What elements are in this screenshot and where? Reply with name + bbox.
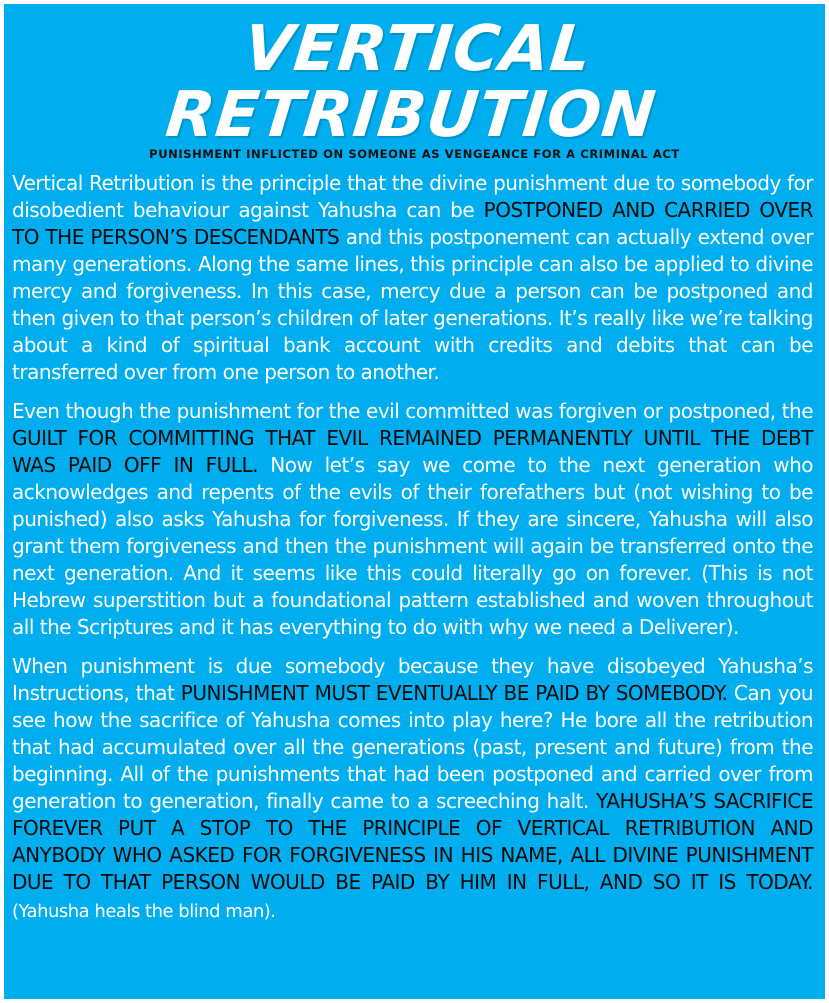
page-subtitle: PUNISHMENT INFLICTED ON SOMEONE AS VENGEANCE FOR A CRIMINAL ACT — [149, 147, 680, 161]
paragraph-3-emphasis-2: YAHUSHA’S SACRIFICE FOREVER PUT A STOP TO THE PRINCIPLE OF VERTICAL RETRIBUTION AND ANYBODY WHO ASKED FOR FORGIVENESS IN HIS NAME, ALL DIVINE PUNISHMENT DUE TO THAT PERSON WOULD BE PAID BY HIM IN FULL, AND SO IT IS TODAY. — [12, 789, 814, 894]
paragraph-3-text-2: Can you see how the sacrifice of Yahusha comes into play here? He bore all the retribution that had accumulated over all the generations (past, present and future) from the beginning. All of the punishments that had been postponed and carried over from generation to generation, finally came to a screeching halt. — [12, 681, 813, 813]
paragraph-1-emphasis: POSTPONED AND CARRIED OVER TO THE PERSON’S DESCENDANTS — [12, 198, 813, 249]
paragraph-2-text-2: Now let’s say we come to the next generation who acknowledges and repents of the evils of their forefathers but (not wishing to be punished) also asks Yahusha for forgiveness. If they are sincere, Yahusha will also grant them forgiveness and then the punishment will again be transferred onto the next generation. And it seems like this could literally go on forever. (This is not Hebrew superstition but a foundational pattern established and woven throughout all the Scriptures and it has everything to do with why we need a Deliverer). — [12, 453, 813, 639]
paragraph-2-emphasis: GUILT FOR COMMITTING THAT EVIL REMAINED PERMANENTLY UNTIL THE DEBT WAS PAID OFF IN FULL. — [12, 426, 813, 477]
paragraph-1 — [12, 170, 813, 386]
paragraph-3-caption: (Yahusha heals the blind man). — [12, 901, 276, 922]
page-title: VERTICAL RETRIBUTION — [162, 12, 660, 151]
paragraph-3 — [12, 653, 813, 925]
paragraph-3-text-1: When punishment is due somebody because they have disobeyed Yahusha’s Instructions, that — [12, 654, 813, 705]
paragraph-2 — [12, 398, 813, 641]
paragraph-2-text-1: Even though the punishment for the evil committed was forgiven or postponed, the — [12, 399, 813, 423]
paragraph-3-emphasis-1: PUNISHMENT MUST EVENTUALLY BE PAID BY SOMEBODY. — [180, 681, 728, 705]
paragraph-1-text-2: and this postponement can actually extend over many generations. Along the same lines, this principle can also be applied to divine mercy and forgiveness. In this case, mercy due a person can be postponed and then given to that person’s children of later generations. It’s really like we’re talking about a kind of spiritual bank account with credits and debits that can be transferred over from one person to another. — [12, 225, 814, 384]
article-body — [12, 170, 813, 925]
paragraph-1-text-1: Vertical Retribution is the principle that the divine punishment due to somebody for disobedient behaviour against Yahusha can be — [12, 171, 813, 222]
